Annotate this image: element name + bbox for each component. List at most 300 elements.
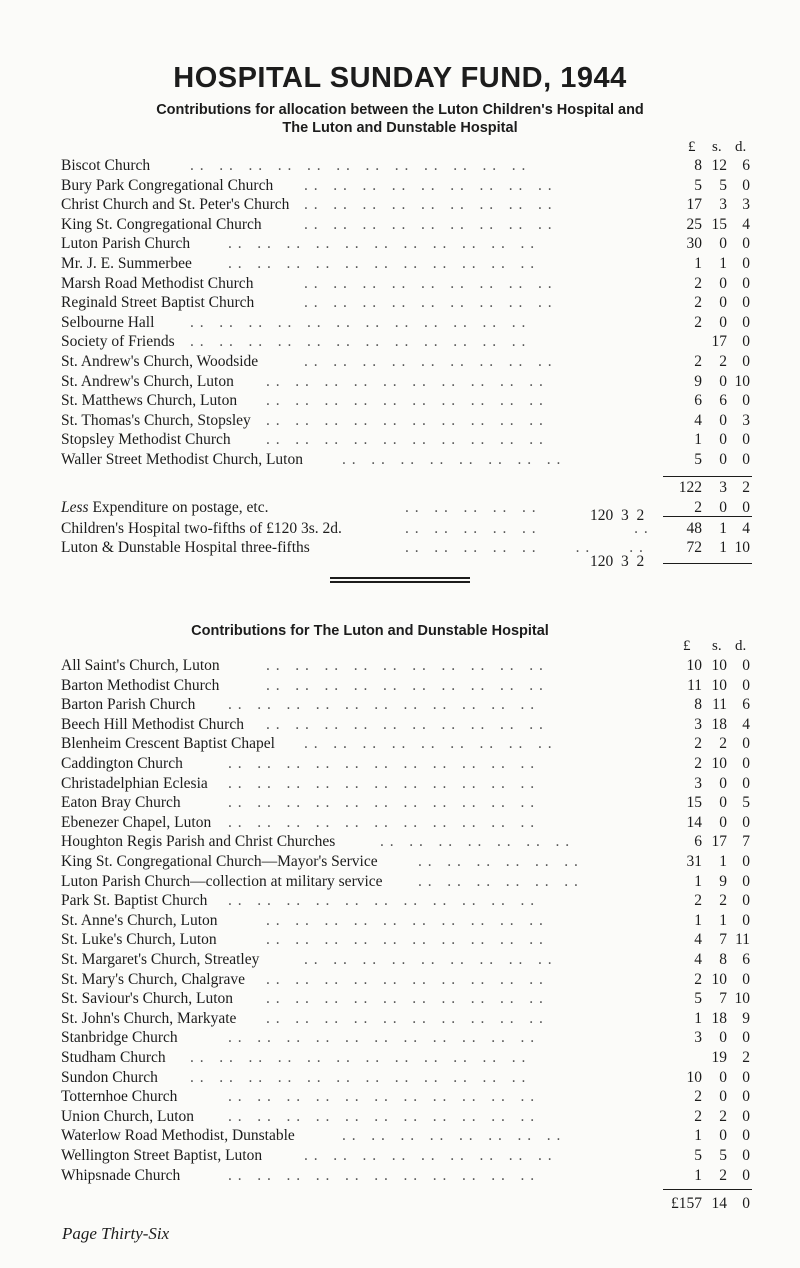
contribution-row bbox=[0, 332, 800, 352]
section1-total-rule bbox=[663, 476, 752, 477]
dot-leader: . . . . . . . . . . . . . . . . . . . . . . bbox=[228, 892, 545, 910]
dot-leader: . . . . . . . . . . . . . . . . . . bbox=[304, 1147, 563, 1164]
contribution-pounds: 14 bbox=[686, 813, 702, 831]
childrens-hospital-pounds: 48 bbox=[686, 520, 702, 537]
contribution-row bbox=[0, 234, 800, 254]
contribution-pence: 0 bbox=[742, 911, 750, 929]
less-expenditure-row: Less Expenditure on postage, etc. . . . . . . . . . . 2 0 0 bbox=[61, 499, 750, 516]
childrens-hospital-label: Children's Hospital two-fifths of £120 3s. 2d. bbox=[61, 520, 342, 537]
page-footer: Page Thirty-Six bbox=[62, 1224, 170, 1243]
contribution-shillings: 1 bbox=[719, 255, 727, 272]
contribution-row bbox=[0, 1146, 800, 1166]
contribution-row bbox=[0, 656, 800, 676]
contribution-pence: 7 bbox=[742, 833, 750, 851]
contribution-pounds: 10 bbox=[686, 657, 702, 674]
contribution-pounds: 9 bbox=[694, 372, 702, 390]
contribution-name: St. Thomas's Church, Stopsley bbox=[61, 411, 251, 429]
contribution-name: St. Matthews Church, Luton bbox=[61, 392, 238, 410]
contribution-shillings: 1 bbox=[719, 853, 727, 870]
contribution-pounds: 3 bbox=[694, 1029, 702, 1047]
contribution-name: Beech Hill Methodist Church bbox=[61, 715, 244, 733]
luton-dunstable-label: Luton & Dunstable Hospital three-fifths bbox=[61, 539, 310, 556]
check-total bbox=[590, 552, 644, 571]
contribution-pounds: 31 bbox=[686, 853, 702, 870]
dot-leader: . . . . . . . . . . . . . . . . . . . . bbox=[266, 931, 554, 949]
contribution-shillings: 2 bbox=[719, 353, 727, 370]
contribution-pence: 11 bbox=[735, 931, 750, 949]
contribution-shillings: 2 bbox=[719, 892, 727, 910]
contribution-shillings: 8 bbox=[719, 951, 727, 968]
contribution-shillings: 2 bbox=[719, 1166, 727, 1184]
contribution-pounds: 2 bbox=[694, 353, 702, 370]
section2-total-pounds: £157 bbox=[671, 1195, 702, 1212]
contribution-shillings: 0 bbox=[719, 1029, 727, 1047]
contribution-shillings: 2 bbox=[719, 735, 727, 753]
contribution-pounds: 6 bbox=[694, 833, 702, 851]
contribution-row bbox=[0, 254, 800, 274]
contribution-pounds: 30 bbox=[686, 235, 702, 253]
contribution-pence: 5 bbox=[742, 794, 750, 812]
section2-pounds-header: £ bbox=[683, 638, 691, 654]
page-title: HOSPITAL SUNDAY FUND, 1944 bbox=[173, 62, 627, 94]
dot-leader: . . . . . . . . . . . . . . . . . . . . . . bbox=[228, 755, 545, 772]
contribution-shillings: 3 bbox=[719, 196, 727, 214]
contribution-name: St. Anne's Church, Luton bbox=[61, 911, 218, 929]
contribution-pence: 0 bbox=[742, 431, 750, 449]
childrens-hospital-pence: 4 bbox=[742, 520, 750, 537]
contribution-name: Whipsnade Church bbox=[61, 1166, 181, 1184]
contribution-pence: 0 bbox=[742, 970, 750, 988]
section2-total-pence: 0 bbox=[742, 1195, 750, 1212]
contribution-pounds: 8 bbox=[694, 696, 702, 714]
contribution-name: Waller Street Methodist Church, Luton bbox=[61, 451, 303, 468]
contribution-name: Christ Church and St. Peter's Church bbox=[61, 196, 290, 214]
contribution-name: Houghton Regis Parish and Christ Churches bbox=[61, 833, 336, 851]
contribution-name: Eaton Bray Church bbox=[61, 794, 181, 812]
contribution-pounds: 5 bbox=[694, 451, 702, 468]
dot-leader: . . . . . . . . . . . . . . bbox=[380, 833, 580, 851]
contribution-name: Bury Park Congregational Church bbox=[61, 176, 274, 194]
net-pounds: 120 bbox=[590, 507, 614, 524]
luton-dunstable-pence: 10 bbox=[734, 539, 750, 556]
dot-leader: . . . . . . . . . . . . . . . . . . . . . . bbox=[228, 1029, 545, 1047]
contribution-row bbox=[0, 450, 800, 470]
contribution-name: Sundon Church bbox=[61, 1068, 158, 1086]
contribution-pounds: 4 bbox=[694, 411, 702, 429]
contribution-pounds: 1 bbox=[694, 1127, 702, 1145]
dot-leader: . . . . . . . . . . . . . . . . . . bbox=[304, 176, 563, 194]
contribution-shillings: 17 bbox=[711, 833, 727, 851]
contribution-pounds: 1 bbox=[694, 872, 702, 890]
contribution-pence: 0 bbox=[742, 853, 750, 870]
contribution-pounds: 3 bbox=[694, 774, 702, 792]
contribution-pounds: 2 bbox=[694, 1107, 702, 1125]
contribution-shillings: 0 bbox=[719, 274, 727, 292]
contribution-row bbox=[0, 352, 800, 372]
contribution-name: Barton Methodist Church bbox=[61, 676, 220, 694]
contribution-pence: 4 bbox=[742, 715, 750, 733]
contribution-row bbox=[0, 695, 800, 715]
dot-leader: . . . . . . . . . . . . . . . . . . bbox=[304, 294, 563, 312]
contribution-row bbox=[0, 1107, 800, 1127]
contribution-pounds: 1 bbox=[694, 1009, 702, 1027]
contribution-pounds: 3 bbox=[694, 715, 702, 733]
contribution-pounds: 2 bbox=[694, 1088, 702, 1106]
contribution-pounds: 4 bbox=[694, 951, 702, 968]
contribution-row bbox=[0, 156, 800, 176]
contribution-row bbox=[0, 774, 800, 794]
dot-leader: . . . . . . . . . . . . . . . . . . . . . . bbox=[228, 1166, 545, 1184]
dot-leader: . . . . . . . . . . . . . . . . . . bbox=[304, 735, 563, 753]
contribution-row bbox=[0, 1009, 800, 1029]
contribution-name: St. Andrew's Church, Luton bbox=[61, 372, 234, 390]
contribution-pence: 0 bbox=[742, 813, 750, 831]
contribution-pence: 0 bbox=[742, 235, 750, 253]
contribution-pence: 4 bbox=[742, 215, 750, 233]
dot-leader: . . . . . . . . . . . . bbox=[418, 853, 589, 870]
contribution-row bbox=[0, 930, 800, 950]
section1-pence-header: d. bbox=[735, 139, 747, 155]
contribution-row bbox=[0, 313, 800, 333]
contribution-pounds: 1 bbox=[694, 911, 702, 929]
contribution-shillings: 0 bbox=[719, 1127, 727, 1145]
contribution-row bbox=[0, 1087, 800, 1107]
contribution-shillings: 15 bbox=[711, 215, 727, 233]
contribution-shillings: 5 bbox=[719, 176, 727, 194]
contribution-name: All Saint's Church, Luton bbox=[61, 657, 220, 674]
contribution-pence: 0 bbox=[742, 872, 750, 890]
contribution-shillings: 19 bbox=[711, 1049, 727, 1066]
contribution-row bbox=[0, 274, 800, 294]
contribution-pence: 0 bbox=[742, 1127, 750, 1145]
contribution-shillings: 0 bbox=[719, 372, 727, 390]
dot-leader: . . . . . . . . . . . . . . . . . . . . bbox=[266, 970, 554, 988]
section-divider-second bbox=[330, 581, 470, 583]
section2-total-rule bbox=[663, 1189, 752, 1190]
contribution-shillings: 0 bbox=[719, 1088, 727, 1106]
contribution-name: Studham Church bbox=[61, 1049, 166, 1066]
contribution-pence: 0 bbox=[742, 1166, 750, 1184]
contribution-row bbox=[0, 813, 800, 833]
contribution-row bbox=[0, 852, 800, 872]
contribution-name: Stanbridge Church bbox=[61, 1029, 178, 1047]
contribution-pence: 0 bbox=[742, 892, 750, 910]
contribution-pence: 3 bbox=[742, 196, 750, 214]
contribution-shillings: 2 bbox=[719, 1107, 727, 1125]
contribution-pounds: 2 bbox=[694, 755, 702, 772]
dot-leader: . . . . . . . . . . . . . . . . . . . . . . . . bbox=[190, 1049, 537, 1066]
contribution-pounds: 4 bbox=[694, 931, 702, 949]
check-total-pence: 2 bbox=[636, 553, 645, 570]
luton-dunstable-pounds: 72 bbox=[686, 539, 702, 556]
dot-leader: . . . . . . . . . . . . . . . . . . . . . . bbox=[228, 235, 545, 253]
dot-leader: . . . . . . . . . . . . . . . . . . . . . . . . bbox=[190, 1068, 537, 1086]
contribution-pounds: 5 bbox=[694, 1147, 702, 1164]
contribution-name: Marsh Road Methodist Church bbox=[61, 274, 254, 292]
dot-leader: . . . . . . . . . . . . . . . . bbox=[342, 1127, 572, 1145]
contribution-name: Ebenezer Chapel, Luton bbox=[61, 813, 212, 831]
dot-leader: . . . . . . . . . . . . . . . . . . bbox=[304, 215, 563, 233]
less-expenditure-pence: 0 bbox=[742, 499, 750, 516]
contribution-name: St. John's Church, Markyate bbox=[61, 1009, 237, 1027]
dot-leader: . . . . . . . . . . . . . . . . . . . . bbox=[266, 372, 554, 390]
contribution-row bbox=[0, 215, 800, 235]
contribution-name: Luton Parish Church bbox=[61, 235, 191, 253]
contribution-shillings: 0 bbox=[719, 794, 727, 812]
dot-leader: . . . . . . . . . . . . . . . . . . . . . . . . bbox=[190, 333, 537, 351]
contribution-shillings: 0 bbox=[719, 294, 727, 312]
contribution-row bbox=[0, 176, 800, 196]
check-total-pounds: 120 bbox=[590, 553, 614, 570]
check-total-shillings: 3 bbox=[621, 553, 629, 570]
section2-pence-header: d. bbox=[735, 638, 747, 654]
contribution-pounds: 15 bbox=[686, 794, 702, 812]
section1-heading-line2: The Luton and Dunstable Hospital bbox=[282, 120, 518, 136]
contribution-name: King St. Congregational Church bbox=[61, 215, 262, 233]
contribution-pounds: 2 bbox=[694, 294, 702, 312]
childrens-hospital-shillings: 1 bbox=[719, 520, 727, 537]
contribution-pence: 0 bbox=[742, 274, 750, 292]
contribution-pence: 0 bbox=[742, 1088, 750, 1106]
section1-total-shillings: 3 bbox=[719, 479, 727, 496]
contribution-shillings: 10 bbox=[711, 676, 727, 694]
section1-total-pence: 2 bbox=[742, 479, 750, 496]
contribution-pounds: 10 bbox=[686, 1068, 702, 1086]
contribution-row bbox=[0, 391, 800, 411]
dot-leader: . . . . . . . . . . . . . . . . . . . . bbox=[266, 676, 554, 694]
dot-leader: . . . . . . . . . . . . . . . . . . . . bbox=[266, 990, 554, 1008]
contribution-row bbox=[0, 793, 800, 813]
contribution-shillings: 9 bbox=[719, 872, 727, 890]
contribution-shillings: 0 bbox=[719, 431, 727, 449]
contribution-name: Waterlow Road Methodist, Dunstable bbox=[61, 1127, 295, 1145]
contribution-pence: 0 bbox=[742, 1029, 750, 1047]
contribution-row bbox=[0, 293, 800, 313]
contribution-pounds: 2 bbox=[694, 735, 702, 753]
contribution-name: St. Mary's Church, Chalgrave bbox=[61, 970, 246, 988]
section1-shillings-header: s. bbox=[712, 139, 722, 155]
contribution-pounds: 6 bbox=[694, 392, 702, 410]
contribution-shillings: 11 bbox=[712, 696, 727, 714]
dot-leader: . . . . . . . . . . . . . . . . . . . . bbox=[266, 431, 554, 449]
contribution-name: Reginald Street Baptist Church bbox=[61, 294, 255, 312]
contribution-pounds: 2 bbox=[694, 313, 702, 331]
contribution-pence: 6 bbox=[742, 696, 750, 714]
contribution-pence: 2 bbox=[742, 1049, 750, 1066]
contribution-pounds: 11 bbox=[687, 676, 702, 694]
contribution-row bbox=[0, 911, 800, 931]
contribution-row bbox=[0, 195, 800, 215]
contribution-shillings: 0 bbox=[719, 451, 727, 468]
contribution-row bbox=[0, 891, 800, 911]
contribution-row bbox=[0, 989, 800, 1009]
contribution-shillings: 0 bbox=[719, 235, 727, 253]
section2-shillings-header: s. bbox=[712, 638, 722, 654]
dot-leader: . . . . . . . . . . . . . . . . . . . . . . . . bbox=[190, 313, 537, 331]
contribution-pence: 0 bbox=[742, 774, 750, 792]
section1-total-row bbox=[0, 478, 800, 498]
dot-leader: . . . . . . . . . . . . . . . . . . . . . . bbox=[228, 1107, 545, 1125]
dot-leader: . . . . . . . . . . . . . . . . . . bbox=[304, 951, 563, 968]
contribution-pounds: 5 bbox=[694, 990, 702, 1008]
dot-leader: . . . . . . . . . . . . . . . . . . . . . . bbox=[228, 774, 545, 792]
contribution-pence: 0 bbox=[742, 1068, 750, 1086]
contribution-row bbox=[0, 1048, 800, 1068]
section1-total-pounds: 122 bbox=[678, 479, 702, 496]
contribution-pounds: 17 bbox=[686, 196, 702, 214]
contribution-pence: 0 bbox=[742, 392, 750, 410]
contribution-shillings: 1 bbox=[719, 911, 727, 929]
contribution-row bbox=[0, 676, 800, 696]
contribution-pounds: 1 bbox=[694, 255, 702, 272]
contribution-shillings: 7 bbox=[719, 931, 727, 949]
contribution-pence: 6 bbox=[742, 951, 750, 968]
contribution-pence: 0 bbox=[742, 1107, 750, 1125]
contribution-pence: 0 bbox=[742, 657, 750, 674]
contribution-row bbox=[0, 950, 800, 970]
contribution-name: Selbourne Hall bbox=[61, 313, 155, 331]
section2-heading: Contributions for The Luton and Dunstable Hospital bbox=[191, 623, 549, 639]
contribution-shillings: 0 bbox=[719, 813, 727, 831]
contribution-pence: 0 bbox=[742, 353, 750, 370]
contribution-pence: 0 bbox=[742, 451, 750, 468]
section2-total-row bbox=[0, 1194, 800, 1214]
contribution-shillings: 0 bbox=[719, 774, 727, 792]
contribution-shillings: 10 bbox=[711, 755, 727, 772]
contribution-name: Society of Friends bbox=[61, 333, 175, 351]
contribution-row bbox=[0, 430, 800, 450]
contribution-pence: 9 bbox=[742, 1009, 750, 1027]
contribution-row bbox=[0, 1028, 800, 1048]
contribution-row bbox=[0, 411, 800, 431]
contribution-name: St. Luke's Church, Luton bbox=[61, 931, 217, 949]
contribution-name: Park St. Baptist Church bbox=[61, 892, 208, 910]
dot-leader: . . . . . . . . . . . . . . . . . . . . bbox=[266, 1009, 554, 1027]
contribution-name: Christadelphian Eclesia bbox=[61, 774, 208, 792]
contribution-shillings: 6 bbox=[719, 392, 727, 410]
contribution-name: King St. Congregational Church—Mayor's Service bbox=[61, 853, 378, 870]
contribution-name: Wellington Street Baptist, Luton bbox=[61, 1147, 263, 1164]
contribution-shillings: 10 bbox=[711, 970, 727, 988]
dot-leader: . . . . . . . . . . . . . . . . . . . . . . bbox=[228, 794, 545, 812]
contribution-row bbox=[0, 715, 800, 735]
contribution-row bbox=[0, 1126, 800, 1146]
contribution-pence: 0 bbox=[742, 294, 750, 312]
contribution-row bbox=[0, 754, 800, 774]
contribution-row bbox=[0, 1068, 800, 1088]
contribution-name: Caddington Church bbox=[61, 755, 183, 772]
dot-leader: . . . . . . . . . . . . . . . . . . bbox=[304, 274, 563, 292]
dot-leader: . . . . . . . . . . . . . . . . bbox=[342, 451, 572, 468]
section1-pounds-header: £ bbox=[688, 139, 696, 155]
contribution-shillings: 0 bbox=[719, 313, 727, 331]
contribution-pence: 10 bbox=[734, 990, 750, 1008]
contribution-pence: 0 bbox=[742, 255, 750, 272]
contribution-pounds: 5 bbox=[694, 176, 702, 194]
net-pence: 2 bbox=[636, 507, 645, 524]
contribution-shillings: 18 bbox=[711, 715, 727, 733]
contribution-pence: 0 bbox=[742, 313, 750, 331]
less-expenditure-pounds: 2 bbox=[694, 499, 702, 516]
contribution-name: Biscot Church bbox=[61, 157, 151, 174]
dot-leader: . . . . . . . . . . . . . . . . . . . . . . bbox=[228, 696, 545, 714]
luton-dunstable-shillings: 1 bbox=[719, 539, 727, 556]
contribution-shillings: 12 bbox=[711, 157, 727, 174]
section2-total-shillings: 14 bbox=[711, 1195, 727, 1212]
contribution-name: Blenheim Crescent Baptist Chapel bbox=[61, 735, 275, 753]
contribution-pounds: 1 bbox=[694, 431, 702, 449]
contribution-row bbox=[0, 372, 800, 392]
luton-dunstable-row: Luton & Dunstable Hospital three-fifths . . . . . . . . . . . . . . 72 1 10 bbox=[61, 539, 750, 556]
contribution-row bbox=[0, 1166, 800, 1186]
childrens-hospital-row: Children's Hospital two-fifths of £120 3s. 2d. . . . . . . . . . . . . 48 1 4 bbox=[61, 520, 750, 537]
dot-leader: . . . . . . . . . . . . . . . . . . . . . . bbox=[228, 255, 545, 272]
contribution-shillings: 0 bbox=[719, 411, 727, 429]
contribution-pounds: 8 bbox=[694, 157, 702, 174]
contribution-row bbox=[0, 832, 800, 852]
contribution-pence: 0 bbox=[742, 1147, 750, 1164]
dot-leader: . . . . . . . . . . . . . . . . . . . . . . bbox=[228, 813, 545, 831]
contribution-name: St. Margaret's Church, Streatley bbox=[61, 951, 260, 968]
contribution-name: Mr. J. E. Summerbee bbox=[61, 255, 192, 272]
dot-leader: . . . . . . . . . . . . . . . . . . . . bbox=[266, 911, 554, 929]
contribution-row bbox=[0, 734, 800, 754]
contribution-name: Stopsley Methodist Church bbox=[61, 431, 231, 449]
contribution-shillings: 7 bbox=[719, 990, 727, 1008]
contribution-pence: 0 bbox=[742, 676, 750, 694]
contribution-shillings: 10 bbox=[711, 657, 727, 674]
section1-heading-line1: Contributions for allocation between the Luton Children's Hospital and bbox=[156, 102, 644, 118]
contribution-shillings: 18 bbox=[711, 1009, 727, 1027]
contribution-shillings: 0 bbox=[719, 1068, 727, 1086]
dot-leader: . . . . . . . . . . . . . . . . . . . . . . bbox=[228, 1088, 545, 1106]
contribution-pence: 6 bbox=[742, 157, 750, 174]
contribution-name: St. Andrew's Church, Woodside bbox=[61, 353, 259, 370]
contribution-name: Totternhoe Church bbox=[61, 1088, 178, 1106]
dot-leader: . . . . . . . . . . . . . . . . . . . . bbox=[266, 392, 554, 410]
contribution-row bbox=[0, 872, 800, 892]
net-rule bbox=[663, 516, 752, 517]
contribution-pounds: 2 bbox=[694, 274, 702, 292]
contribution-pence: 0 bbox=[742, 176, 750, 194]
contribution-name: Barton Parish Church bbox=[61, 696, 196, 714]
dot-leader: . . . . . . . . . . . . . . . . . . . . bbox=[266, 657, 554, 674]
contribution-pence: 0 bbox=[742, 735, 750, 753]
dot-leader: . . . . . . . . . . . . . . . . . . bbox=[304, 353, 563, 370]
check-total-rule bbox=[663, 563, 752, 564]
contribution-pounds: 2 bbox=[694, 970, 702, 988]
contribution-pence: 0 bbox=[742, 755, 750, 772]
dot-leader: . . . . . . . . . . . . . . . . . . . . bbox=[266, 411, 554, 429]
less-expenditure-label: Less Expenditure on postage, etc. bbox=[61, 499, 269, 516]
contribution-shillings: 5 bbox=[719, 1147, 727, 1164]
dot-leader: . . . . . . . . . . . . . . . . . . bbox=[304, 196, 563, 214]
contribution-pounds: 2 bbox=[694, 892, 702, 910]
contribution-pence: 3 bbox=[742, 411, 750, 429]
contribution-name: Union Church, Luton bbox=[61, 1107, 195, 1125]
contribution-name: St. Saviour's Church, Luton bbox=[61, 990, 233, 1008]
contribution-pounds: 25 bbox=[686, 215, 702, 233]
dot-leader: . . . . . . . . . . . . . . . . . . . . bbox=[266, 715, 554, 733]
contribution-pounds: 1 bbox=[694, 1166, 702, 1184]
dot-leader: . . . . . . . . . . . . bbox=[418, 872, 589, 890]
contribution-name: Luton Parish Church—collection at military service bbox=[61, 872, 383, 890]
net-shillings: 3 bbox=[621, 507, 629, 524]
contribution-pence: 10 bbox=[734, 372, 750, 390]
dot-leader: . . . . . . . . . . . . . . . . . . . . . . . . bbox=[190, 157, 537, 174]
contribution-shillings: 17 bbox=[711, 333, 727, 351]
contribution-pence: 0 bbox=[742, 333, 750, 351]
